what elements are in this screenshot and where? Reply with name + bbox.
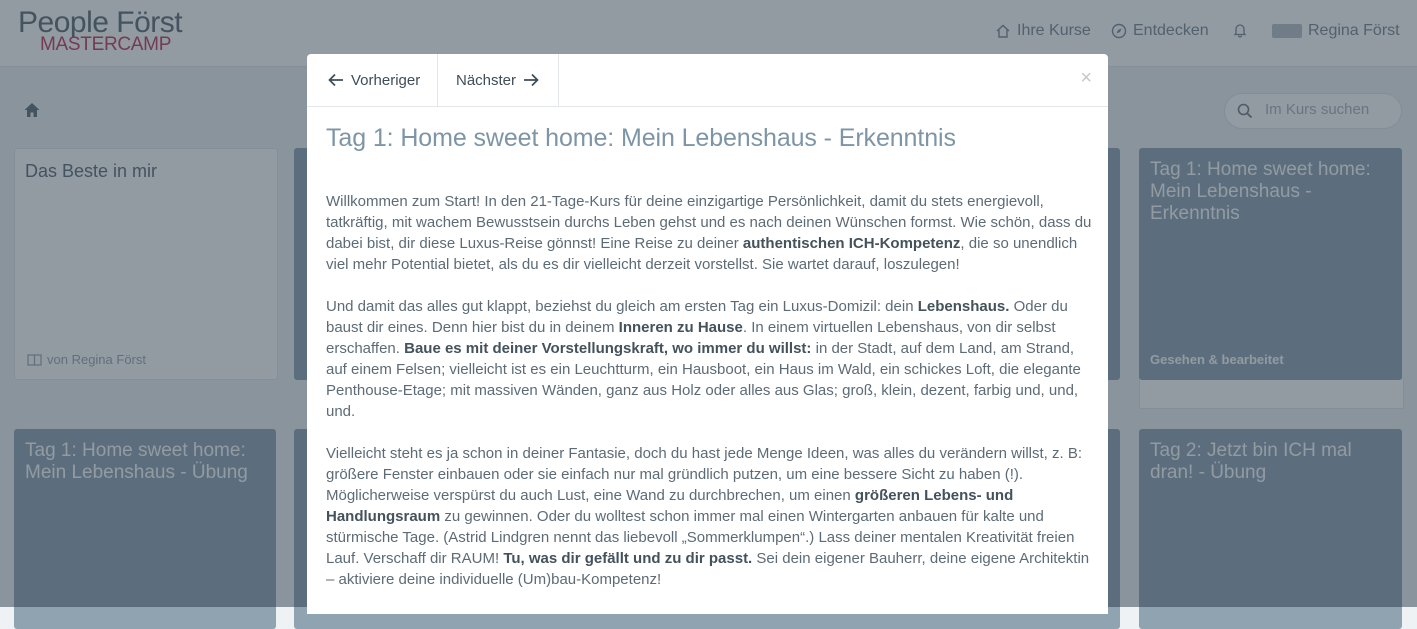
text: Vielleicht steht es ja schon in deiner Fantasie, doch du hast jede Menge Ideen, was alles du verändern willst, z. B: größere Fenster einbauen oder sie einfach nur mal gründlich putzen, um eine bessere Sicht zu haben (!). Möglicherweise verspürst du auch Lust, eine Wand zu durchbrechen, um einen	[326, 445, 1082, 504]
bold-text: Lebenshaus.	[917, 298, 1010, 315]
arrow-left-icon	[327, 71, 345, 89]
text: zu gewinnen. Oder du wolltest schon immer mal einen Wintergarten anbauen für kalte und stürmische Tage. (Astrid Lindgren nennt das liebevoll „Sommerklumpen“.) Lass deiner mentalen Kreativität freien Lauf. Verschaff dir RAUM!	[326, 508, 1075, 567]
previous-label: Vorheriger	[351, 71, 421, 89]
paragraph-2	[326, 296, 1096, 422]
bold-text: größeren Lebens- und Handlungsraum	[326, 487, 1014, 525]
divider	[558, 54, 559, 106]
text: . In einem virtuellen Lebenshaus, von dir selbst erschaffen.	[326, 319, 1056, 357]
text: Und damit das alles gut klappt, beziehst du gleich am ersten Tag ein Luxus-Domizil: dein	[326, 298, 918, 315]
modal-header	[307, 54, 1108, 107]
text: Sei dein eigener Bauherr, deine eigene Architektin – aktiviere deine individuelle (Um)bau-Kompetenz!	[326, 550, 1090, 588]
previous-button[interactable]	[327, 54, 420, 106]
modal-title: Tag 1: Home sweet home: Mein Lebenshaus - Erkenntnis	[326, 124, 956, 152]
modal-body	[326, 191, 1096, 611]
text: , die so unendlich viel mehr Potential bietet, als du es dir vielleicht derzeit vorstellst. Sie wartet darauf, loszulegen!	[326, 235, 1078, 273]
bold-text: Inneren zu Hause	[618, 319, 743, 336]
bold-text: Tu, was dir gefällt und zu dir passt.	[503, 550, 753, 567]
lesson-modal	[307, 54, 1108, 614]
next-label: Nächster	[456, 71, 517, 89]
divider	[437, 54, 438, 106]
paragraph-1	[326, 191, 1096, 275]
bold-text: Baue es mit deiner Vorstellungskraft, wo immer du willst:	[404, 340, 812, 357]
bold-text: authentischen ICH-Kompetenz	[742, 235, 961, 252]
text: in der Stadt, auf dem Land, am Strand, auf einem Felsen; vielleicht ist es ein Leuchtturm, ein Hausboot, ein Haus im Wald, ein schickes Loft, die elegante Penthouse-Etage; mit massiven Wänden, ganz aus Holz oder alles aus Glas; groß, klein, dezent, farbig und, und, und.	[326, 340, 1081, 420]
close-button[interactable]: ×	[1080, 67, 1092, 89]
text: Oder du baust dir eines. Denn hier bist du in deinem	[326, 298, 1068, 336]
arrow-right-icon	[522, 71, 540, 89]
next-button[interactable]	[456, 54, 540, 106]
text: Willkommen zum Start! In den 21-Tage-Kurs für deine einzigartige Persönlichkeit, damit du stets energievoll, tatkräftig, mit wachem Bewusstsein durchs Leben gehst und es nach deinen Wünschen formst. Wie schön, dass du dabei bist, dir diese Luxus-Reise gönnst! Eine Reise zu deiner	[326, 193, 1092, 252]
paragraph-3	[326, 443, 1096, 590]
